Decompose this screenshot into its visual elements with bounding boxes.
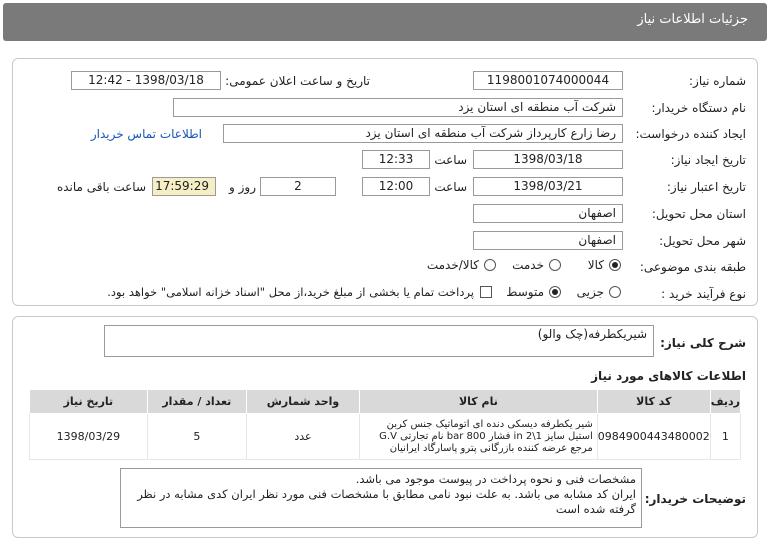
goods-section-title: اطلاعات کالاهای مورد نیاز bbox=[591, 369, 746, 383]
cell-qty: 5 bbox=[147, 414, 246, 460]
category-goods-radio[interactable] bbox=[609, 259, 621, 271]
process-medium-label: متوسط bbox=[506, 285, 544, 299]
col-row: ردیف bbox=[710, 390, 740, 414]
col-qty: تعداد / مقدار bbox=[147, 390, 246, 414]
category-service-label: خدمت bbox=[512, 258, 544, 272]
cell-unit: عدد bbox=[246, 414, 359, 460]
cell-date: 1398/03/29 bbox=[30, 414, 148, 460]
category-service-radio[interactable] bbox=[549, 259, 561, 271]
col-code: کد کالا bbox=[597, 390, 710, 414]
category-both-radio[interactable] bbox=[484, 259, 496, 271]
category-goods-label: کالا bbox=[587, 258, 604, 272]
category-label: طبقه بندی موضوعی: bbox=[639, 260, 746, 274]
city-field[interactable]: اصفهان bbox=[473, 231, 623, 250]
process-minor-radio[interactable] bbox=[609, 286, 621, 298]
province-field[interactable]: اصفهان bbox=[473, 204, 623, 223]
announce-label: تاریخ و ساعت اعلان عمومی: bbox=[225, 74, 370, 88]
page-title: جزئیات اطلاعات نیاز bbox=[637, 12, 748, 27]
creator-label: ایجاد کننده درخواست: bbox=[635, 127, 746, 141]
table-row[interactable] bbox=[30, 414, 741, 460]
cell-code: 0984900443480002 bbox=[597, 414, 710, 460]
remaining-label: ساعت باقی مانده bbox=[56, 180, 146, 194]
valid-time-field[interactable]: 12:00 bbox=[362, 177, 430, 196]
summary-field[interactable]: شیریکطرفه(چک والو) bbox=[104, 325, 654, 357]
col-date: تاریخ نیاز bbox=[30, 390, 148, 414]
valid-time-label: ساعت bbox=[434, 180, 467, 194]
need-number-label: شماره نیاز: bbox=[689, 74, 746, 88]
goods-table bbox=[29, 389, 741, 460]
buyer-notes-line-1: مشخصات فنی و نحوه پرداخت در پیوست موجود می باشد. bbox=[355, 472, 636, 486]
buyer-org-field[interactable]: شرکت آب منطقه ای استان یزد bbox=[173, 98, 623, 117]
valid-date-field[interactable]: 1398/03/21 bbox=[473, 177, 623, 196]
category-both-label: کالا/خدمت bbox=[426, 258, 479, 272]
process-minor-label: جزیی bbox=[576, 285, 604, 299]
buyer-notes-field[interactable] bbox=[120, 468, 642, 528]
create-date-label: تاریخ ایجاد نیاز: bbox=[670, 153, 746, 167]
create-time-field[interactable]: 12:33 bbox=[362, 150, 430, 169]
cell-name: شیر یکطرفه دیسکی دنده ای اتوماتیک جنس کربن استیل سایز in 2\1 فشار bar 800 نام تجارتی G.V مرجع عرضه کننده بازرگانی پترو پاسارگاد ایرانیان bbox=[360, 414, 598, 460]
col-unit: واحد شمارش bbox=[246, 390, 359, 414]
buyer-notes-line-2: ایران کد مشابه می باشد. به علت نبود نامی مطابق با مشخصات فنی مورد نظر ایران کدی مشابه در نظر گرفته شده است bbox=[137, 487, 636, 516]
cell-row: 1 bbox=[710, 414, 740, 460]
process-medium-radio[interactable] bbox=[549, 286, 561, 298]
remaining-time-field: 17:59:29 bbox=[152, 177, 216, 196]
contact-buyer-link[interactable]: اطلاعات تماس خریدار bbox=[90, 127, 202, 141]
province-label: استان محل تحویل: bbox=[651, 207, 746, 221]
process-label: نوع فرآیند خرید : bbox=[661, 287, 746, 301]
col-name: نام کالا bbox=[360, 390, 598, 414]
days-label: روز و bbox=[229, 180, 256, 194]
create-date-field[interactable]: 1398/03/18 bbox=[473, 150, 623, 169]
days-field[interactable]: 2 bbox=[260, 177, 336, 196]
buyer-notes-label: توضیحات خریدار: bbox=[644, 492, 746, 506]
valid-date-label: تاریخ اعتبار نیاز: bbox=[666, 180, 746, 194]
creator-field[interactable]: رضا زارع کارپرداز شرکت آب منطقه ای استان یزد bbox=[223, 124, 623, 143]
treasury-checkbox[interactable] bbox=[480, 286, 492, 298]
announce-field[interactable]: 1398/03/18 - 12:42 bbox=[71, 71, 221, 90]
need-number-field[interactable]: 1198001074000044 bbox=[473, 71, 623, 90]
buyer-org-label: نام دستگاه خریدار: bbox=[651, 101, 746, 115]
summary-label: شرح کلی نیاز: bbox=[660, 336, 746, 350]
create-time-label: ساعت bbox=[434, 153, 467, 167]
city-label: شهر محل تحویل: bbox=[659, 234, 746, 248]
treasury-note: پرداخت تمام یا بخشی از مبلغ خرید،از محل "اسناد خزانه اسلامی" خواهد بود. bbox=[107, 285, 474, 299]
